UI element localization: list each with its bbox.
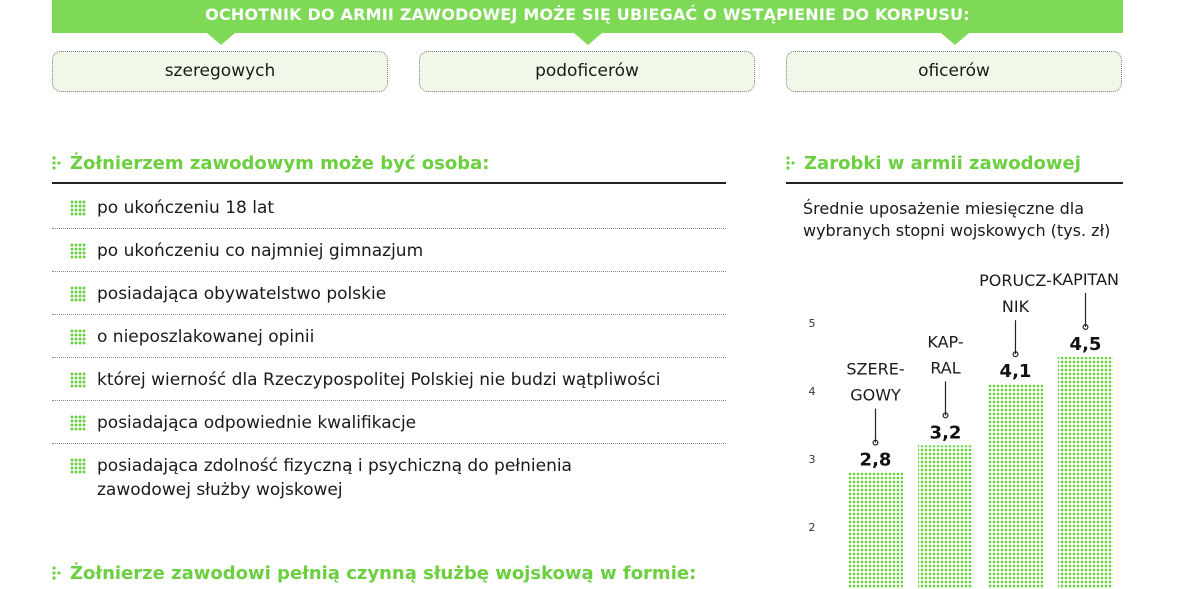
data-label: 4,5 bbox=[1069, 334, 1102, 355]
corps-banner: OCHOTNIK DO ARMII ZAWODOWEJ MOŻE SIĘ UBIEGAĆ O WSTĄPIENIE DO KORPUSU: bbox=[52, 0, 1123, 33]
list-item-text: której wierność dla Rzeczypospolitej Polskiej nie budzi wątpliwości bbox=[97, 370, 661, 390]
requirements-list bbox=[52, 186, 726, 510]
dot-grid-bullet-icon bbox=[70, 329, 86, 345]
corps-box-szeregowych: szeregowych bbox=[52, 51, 388, 92]
corps-box-podoficerow: podoficerów bbox=[419, 51, 755, 92]
chart-rule bbox=[786, 182, 1123, 184]
y-tick-label: 3 bbox=[808, 453, 816, 466]
bar-4 bbox=[1058, 357, 1113, 589]
y-tick-label: 4 bbox=[808, 385, 816, 398]
dots-marker-icon bbox=[52, 565, 62, 581]
data-label: 2,8 bbox=[859, 449, 892, 471]
requirements-title bbox=[52, 153, 489, 174]
list-item-text: po ukończeniu co najmniej gimnazjum bbox=[97, 241, 424, 261]
chart-subtitle: Średnie uposażenie miesięczne dla wybranych stopni wojskowych (tys. zł) bbox=[803, 199, 1111, 240]
arrow-oficerow-icon bbox=[941, 33, 969, 45]
list-item bbox=[52, 358, 726, 401]
dot-grid-bullet-icon bbox=[70, 243, 86, 259]
bar-1 bbox=[848, 473, 903, 589]
arrow-podoficerow-icon bbox=[574, 33, 602, 45]
category-label: NIK bbox=[1001, 297, 1030, 317]
salary-bar-chart bbox=[786, 260, 1186, 589]
chart-title-text: Zarobki w armii zawodowej bbox=[804, 153, 1081, 174]
dot-grid-bullet-icon bbox=[70, 458, 86, 474]
dots-marker-icon bbox=[786, 155, 796, 171]
chart-title bbox=[786, 153, 1081, 174]
category-label: KAPITAN bbox=[1052, 270, 1119, 289]
y-tick-label: 5 bbox=[808, 317, 816, 330]
category-label: GOWY bbox=[850, 385, 901, 405]
arrow-szeregowych-icon bbox=[207, 33, 235, 45]
bar-3 bbox=[988, 384, 1043, 589]
dot-grid-bullet-icon bbox=[70, 286, 86, 302]
data-label: 3,2 bbox=[929, 422, 962, 444]
dots-marker-icon bbox=[52, 155, 62, 171]
corps-box-oficerow: oficerów bbox=[786, 51, 1122, 92]
dot-grid-bullet-icon bbox=[70, 415, 86, 431]
list-item bbox=[52, 186, 726, 229]
list-item-text: po ukończeniu 18 lat bbox=[97, 198, 275, 218]
category-label: RAL bbox=[930, 358, 961, 378]
list-item-text: posiadająca odpowiednie kwalifikacje bbox=[97, 413, 417, 433]
requirements-rule bbox=[52, 182, 726, 184]
data-label: 4,1 bbox=[999, 361, 1032, 383]
dot-grid-bullet-icon bbox=[70, 372, 86, 388]
list-item bbox=[52, 444, 657, 510]
list-item-text: posiadająca zdolność fizyczną i psychiczną do pełnienia zawodowej służby wojskowej bbox=[97, 456, 572, 500]
dot-grid-bullet-icon bbox=[70, 200, 86, 216]
y-tick-label: 2 bbox=[808, 521, 816, 534]
list-item-text: posiadająca obywatelstwo polskie bbox=[97, 284, 387, 304]
category-label: SZERE- bbox=[846, 359, 905, 379]
list-item bbox=[52, 401, 726, 444]
list-item-text: o nieposzlakowanej opinii bbox=[97, 327, 315, 347]
service-title-text: Żołnierze zawodowi pełnią czynną służbę wojskową w formie: bbox=[70, 563, 697, 584]
requirements-title-text: Żołnierzem zawodowym może być osoba: bbox=[70, 153, 490, 174]
service-title bbox=[52, 563, 696, 584]
bar-2 bbox=[918, 445, 973, 589]
list-item bbox=[52, 315, 726, 358]
category-label: PORUCZ- bbox=[979, 271, 1052, 291]
category-label: KAP- bbox=[927, 332, 964, 352]
list-item bbox=[52, 229, 726, 272]
list-item bbox=[52, 272, 726, 315]
